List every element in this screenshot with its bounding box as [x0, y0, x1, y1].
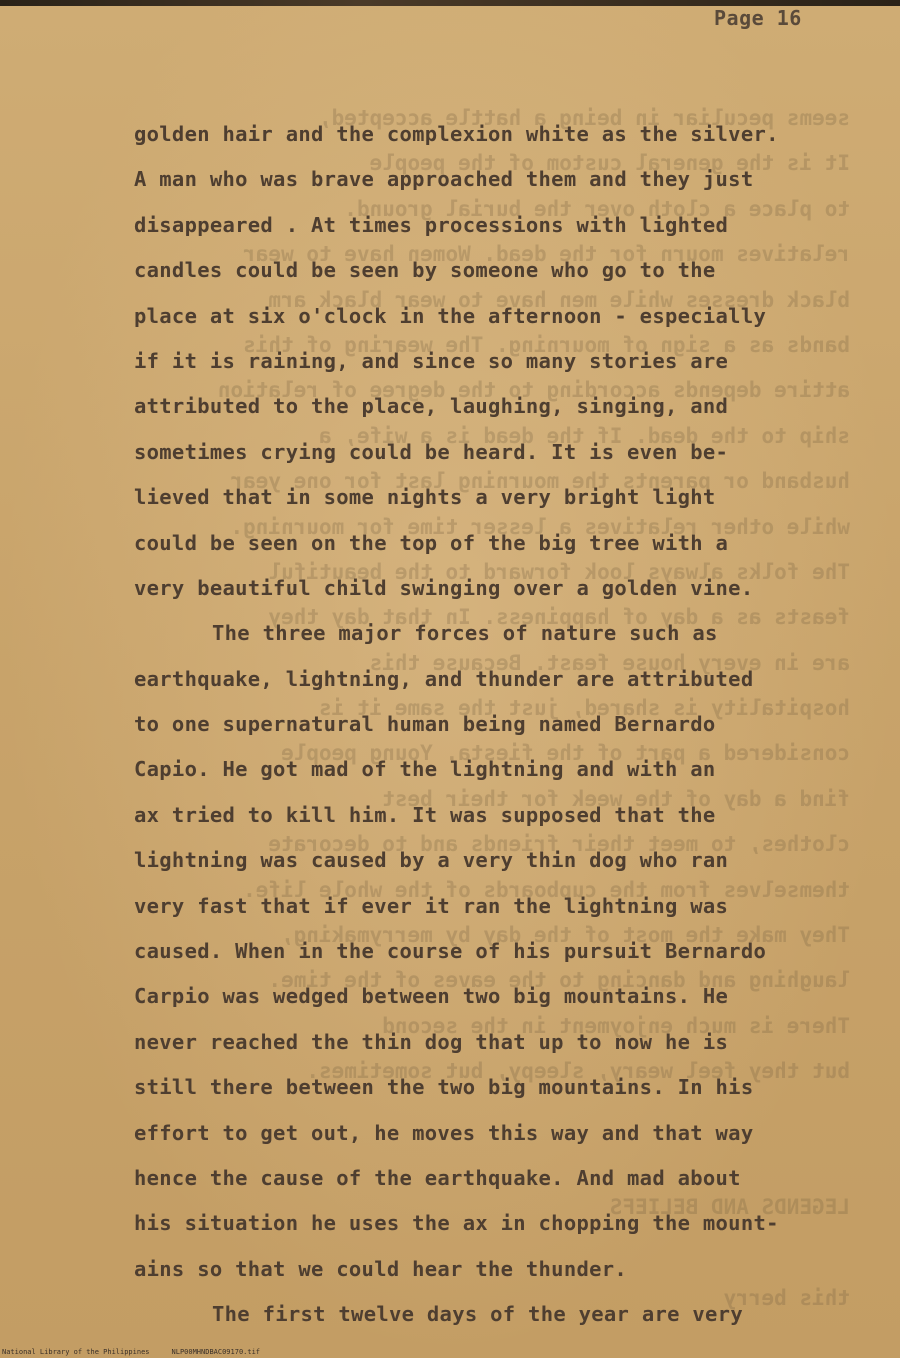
text-line: attributed to the place, laughing, singing, and	[134, 394, 729, 419]
text-line: ax tried to kill him. It was supposed that the	[134, 802, 716, 827]
bleed-line: this berry	[723, 1286, 850, 1311]
text-line: his situation he uses the ax in chopping the mount-	[134, 1211, 779, 1236]
text-line: sometimes crying could be heard. It is even be-	[134, 439, 729, 464]
text-line: very beautiful child swinging over a golden vine.	[134, 575, 754, 600]
text-line: if it is raining, and since so many stories are	[134, 348, 729, 373]
bleed-line: husband or parents the mourning last for one year	[230, 469, 850, 494]
bleed-line: LEGENDS AND BELIEFS	[609, 1195, 850, 1220]
scan-footer	[2, 1348, 282, 1356]
text-line: to one supernatural human being named Bernardo	[134, 712, 716, 737]
text-line: candles could be seen by someone who go to the	[134, 258, 716, 283]
text-line: disappeared . At times processions with lighted	[134, 212, 729, 237]
bleed-line: to place a cloth over the burial ground.	[344, 196, 850, 221]
footer-library: National Library of the Philippines	[2, 1348, 150, 1356]
bleed-line: bands as a sign of mourning. The wearing of this	[243, 332, 850, 357]
bleed-line: They make the most of the day by merrymaking,	[281, 923, 850, 948]
text-line: golden hair and the complexion white as the silver.	[134, 122, 779, 146]
bleed-line: clothes, to meet their friends and to decorate	[268, 832, 850, 857]
page-number: Page 16	[714, 6, 802, 30]
footer-file: NLP00MHNDBAC09170.tif	[171, 1348, 261, 1356]
bleed-line: while other relatives a lesser time for mourning.	[230, 514, 850, 539]
text-line: A man who was brave approached them and they just	[134, 167, 754, 192]
bleed-line: relatives mourn for the dead. Women have to wear	[243, 242, 850, 267]
bleed-line: but they feel weary, sleepy, but sometimes.	[306, 1059, 850, 1084]
bleed-line: There is much enjoyment in the second	[382, 1013, 850, 1038]
text-line: could be seen on the top of the big tree with a	[134, 530, 729, 555]
bleed-line: find a day of the week for their best	[382, 786, 850, 811]
bleed-line: It is the general custom of the people	[369, 151, 850, 176]
text-line: Capio. He got mad of the lightning and with an	[134, 757, 716, 782]
text-line: effort to get out, he moves this way and that way	[134, 1120, 754, 1145]
text-line: hence the cause of the earthquake. And mad about	[134, 1165, 741, 1190]
text-line: place at six o'clock in the afternoon - especially	[134, 303, 767, 328]
text-line: caused. When in the course of his pursuit Bernardo	[134, 939, 767, 964]
bleed-line: attire depends according to the degree of relation	[217, 378, 850, 403]
text-line: still there between the two big mountains. In his	[134, 1075, 754, 1100]
bleed-line: laughing and dancing to the eaves of the time.	[268, 968, 850, 993]
bleed-line: black dresses while men have to wear black arm	[268, 287, 850, 312]
text-line: never reached the thin dog that up to now he is	[134, 1029, 729, 1054]
bleed-line: themselves from the cupboards of the whole life.	[243, 877, 850, 902]
text-line: earthquake, lightning, and thunder are attributed	[134, 666, 754, 691]
text-line: The first twelve days of the year are very	[212, 1302, 743, 1327]
text-line: The three major forces of nature such as	[212, 621, 718, 646]
typed-body-text	[134, 112, 854, 1338]
text-line: lieved that in some nights a very bright light	[134, 485, 716, 510]
text-line: lightning was caused by a very thin dog who ran	[134, 848, 729, 873]
bleed-line: The folks always look forward to the beautiful	[268, 559, 850, 584]
bleed-line: considered a part of the fiesta. Young people	[281, 741, 850, 766]
bleed-line: ship to the dead. If the dead is a wife, a	[318, 423, 850, 448]
text-line: very fast that if ever it ran the lightning was	[134, 893, 729, 918]
text-line: ains so that we could hear the thunder.	[134, 1256, 628, 1281]
bleed-line: are in every house feast. Because this	[369, 650, 850, 675]
bleed-line: feasts as a day of happiness. In that day they	[268, 605, 850, 630]
text-line: Carpio was wedged between two big mountains. He	[134, 984, 729, 1009]
bleed-line: hospitality is shared, just the same it is	[318, 696, 850, 721]
bleed-line: seems peculiar in being a hattle accepted,	[318, 106, 850, 130]
